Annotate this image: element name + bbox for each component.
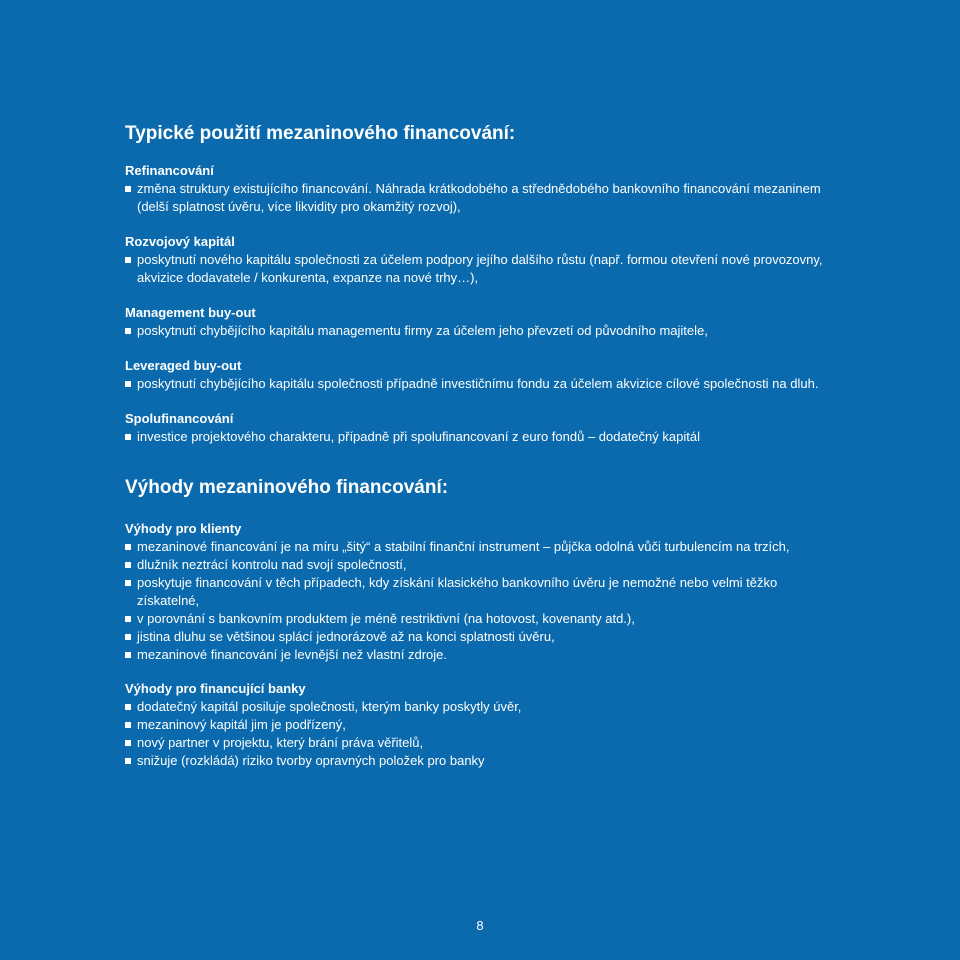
- section-title: Leveraged buy-out: [125, 358, 242, 373]
- page-content: [125, 122, 825, 787]
- section-cofinancing: [125, 410, 825, 446]
- section-title: Výhody pro klienty: [125, 521, 242, 536]
- list-item: změna struktury existujícího financování. Náhrada krátkodobého a střednědobého bankovního financování mezaninem (delší splatnost úvěru, více likvidity pro okamžitý rozvoj),: [125, 180, 825, 216]
- section-title: Refinancování: [125, 163, 214, 178]
- list-item: dlužník neztrácí kontrolu nad svojí společností,: [125, 556, 825, 574]
- list-item: v porovnání s bankovním produktem je méně restriktivní (na hotovost, kovenanty atd.),: [125, 610, 825, 628]
- benefits-heading: Výhody mezaninového financování:: [125, 477, 449, 498]
- section-leveraged-buyout: [125, 357, 825, 393]
- list-item: dodatečný kapitál posiluje společnosti, kterým banky poskytly úvěr,: [125, 698, 825, 716]
- section-title: Rozvojový kapitál: [125, 234, 235, 249]
- usage-heading: Typické použití mezaninového financování:: [125, 123, 516, 144]
- section-title: Spolufinancování: [125, 411, 234, 426]
- list-item: jistina dluhu se většinou splácí jednorázově až na konci splatnosti úvěru,: [125, 628, 825, 646]
- bullet-list: [125, 428, 825, 446]
- list-item: mezaninový kapitál jim je podřízený,: [125, 716, 825, 734]
- bullet-list: [125, 251, 825, 287]
- bullet-list: [125, 698, 825, 770]
- list-item: poskytnutí chybějícího kapitálu managementu firmy za účelem jeho převzetí od původního majitele,: [125, 322, 825, 340]
- list-item: nový partner v projektu, který brání práva věřitelů,: [125, 734, 825, 752]
- list-item: poskytnutí nového kapitálu společnosti za účelem podpory jejího dalšího růstu (např. formou otevření nové provozovny, akvizice dodavatele / konkurenta, expanze na nové trhy…),: [125, 251, 825, 287]
- section-development-capital: [125, 233, 825, 287]
- list-item: poskytnutí chybějícího kapitálu společnosti případně investičnímu fondu za účelem akvizice cílové společnosti na dluh.: [125, 375, 825, 393]
- section-management-buyout: [125, 304, 825, 340]
- bullet-list: [125, 180, 825, 216]
- section-bank-benefits: [125, 680, 825, 770]
- section-client-benefits: [125, 520, 825, 664]
- bullet-list: [125, 322, 825, 340]
- list-item: investice projektového charakteru, případně při spolufinancovaní z euro fondů – dodatečný kapitál: [125, 428, 825, 446]
- list-item: poskytuje financování v těch případech, kdy získání klasického bankovního úvěru je nemožné nebo velmi těžko získatelné,: [125, 574, 825, 610]
- bullet-list: [125, 375, 825, 393]
- section-refinancing: [125, 162, 825, 216]
- list-item: snižuje (rozkládá) riziko tvorby opravných položek pro banky: [125, 752, 825, 770]
- bullet-list: [125, 538, 825, 664]
- list-item: mezaninové financování je levnější než vlastní zdroje.: [125, 646, 825, 664]
- list-item: mezaninové financování je na míru „šitý“ a stabilní finanční instrument – půjčka odolná vůči turbulencím na trzích,: [125, 538, 825, 556]
- page-number: 8: [476, 918, 484, 933]
- section-title: Výhody pro financující banky: [125, 681, 306, 696]
- section-title: Management buy-out: [125, 305, 256, 320]
